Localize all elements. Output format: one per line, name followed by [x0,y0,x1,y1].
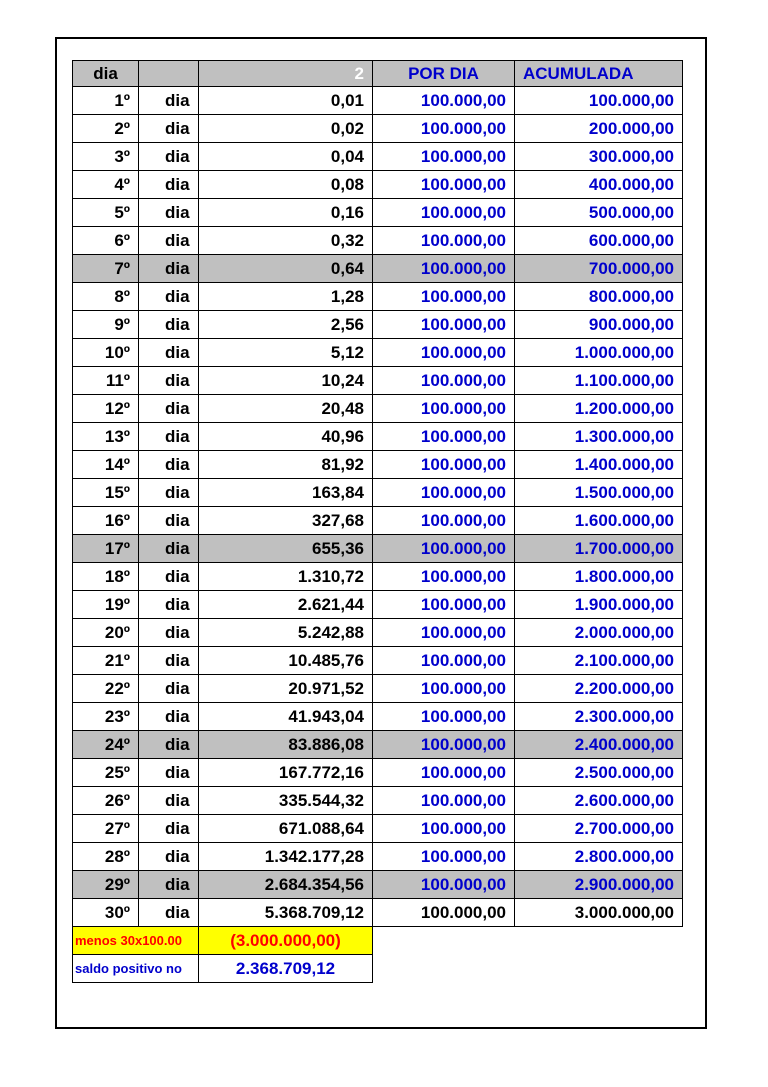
acumulada-cell[interactable]: 1.000.000,00 [515,339,683,367]
table-row [73,171,683,199]
doubling-value-cell[interactable]: 5.242,88 [199,619,373,647]
por-dia-cell[interactable]: 100.000,00 [373,675,515,703]
por-dia-cell[interactable]: 100.000,00 [373,899,515,927]
day-number-cell[interactable]: 8º [73,283,139,311]
por-dia-cell[interactable]: 100.000,00 [373,171,515,199]
por-dia-cell[interactable]: 100.000,00 [373,395,515,423]
acumulada-cell[interactable]: 1.900.000,00 [515,591,683,619]
acumulada-cell[interactable]: 400.000,00 [515,171,683,199]
blank-cell [373,955,515,983]
minus-value[interactable]: (3.000.000,00) [199,927,373,955]
day-number-cell[interactable]: 26º [73,787,139,815]
saldo-value[interactable]: 2.368.709,12 [199,955,373,983]
por-dia-cell[interactable]: 100.000,00 [373,479,515,507]
day-number-cell[interactable]: 7º [73,255,139,283]
doubling-value-cell[interactable]: 0,01 [199,87,373,115]
por-dia-cell[interactable]: 100.000,00 [373,339,515,367]
por-dia-cell[interactable]: 100.000,00 [373,535,515,563]
day-number-cell[interactable]: 29º [73,871,139,899]
acumulada-cell[interactable]: 2.200.000,00 [515,675,683,703]
day-number-cell[interactable]: 12º [73,395,139,423]
day-label-cell[interactable]: dia [139,843,199,871]
doubling-value-cell[interactable]: 81,92 [199,451,373,479]
day-label-cell[interactable]: dia [139,451,199,479]
acumulada-cell[interactable]: 2.400.000,00 [515,731,683,759]
header-blank[interactable] [139,61,199,87]
day-label-cell[interactable]: dia [139,171,199,199]
acumulada-cell[interactable]: 1.700.000,00 [515,535,683,563]
acumulada-cell[interactable]: 800.000,00 [515,283,683,311]
doubling-value-cell[interactable]: 655,36 [199,535,373,563]
acumulada-cell[interactable]: 900.000,00 [515,311,683,339]
table-row [73,843,683,871]
day-label-cell[interactable]: dia [139,759,199,787]
table-row [73,311,683,339]
day-label-cell[interactable]: dia [139,507,199,535]
header-acumulada[interactable]: ACUMULADA [515,61,683,87]
day-label-cell[interactable]: dia [139,339,199,367]
day-label-cell[interactable]: dia [139,647,199,675]
header-multiplier[interactable]: 2 [199,61,373,87]
table-row [73,871,683,899]
por-dia-cell[interactable]: 100.000,00 [373,227,515,255]
day-label-cell[interactable]: dia [139,535,199,563]
day-number-cell[interactable]: 13º [73,423,139,451]
acumulada-cell[interactable]: 2.900.000,00 [515,871,683,899]
doubling-value-cell[interactable]: 0,04 [199,143,373,171]
acumulada-cell[interactable]: 2.600.000,00 [515,787,683,815]
doubling-value-cell[interactable]: 0,64 [199,255,373,283]
por-dia-cell[interactable]: 100.000,00 [373,423,515,451]
day-label-cell[interactable]: dia [139,199,199,227]
por-dia-cell[interactable]: 100.000,00 [373,591,515,619]
table-row [73,423,683,451]
acumulada-cell[interactable]: 100.000,00 [515,87,683,115]
doubling-value-cell[interactable]: 5,12 [199,339,373,367]
day-label-cell[interactable]: dia [139,311,199,339]
doubling-value-cell[interactable]: 10.485,76 [199,647,373,675]
doubling-value-cell[interactable]: 335.544,32 [199,787,373,815]
acumulada-cell[interactable]: 1.800.000,00 [515,563,683,591]
day-number-cell[interactable]: 22º [73,675,139,703]
doubling-value-cell[interactable]: 10,24 [199,367,373,395]
table-row [73,815,683,843]
por-dia-cell[interactable]: 100.000,00 [373,283,515,311]
acumulada-cell[interactable]: 2.700.000,00 [515,815,683,843]
table-row [73,591,683,619]
por-dia-cell[interactable]: 100.000,00 [373,143,515,171]
day-number-cell[interactable]: 23º [73,703,139,731]
day-label-cell[interactable]: dia [139,255,199,283]
day-number-cell[interactable]: 14º [73,451,139,479]
acumulada-cell[interactable]: 1.600.000,00 [515,507,683,535]
day-label-cell[interactable]: dia [139,731,199,759]
day-label-cell[interactable]: dia [139,675,199,703]
acumulada-cell[interactable]: 1.200.000,00 [515,395,683,423]
table-row [73,143,683,171]
table-row [73,283,683,311]
por-dia-cell[interactable]: 100.000,00 [373,815,515,843]
blank-cell [373,927,515,955]
table-row [73,647,683,675]
day-label-cell[interactable]: dia [139,423,199,451]
header-por-dia[interactable]: POR DIA [373,61,515,87]
table-row [73,255,683,283]
table-row [73,563,683,591]
day-label-cell[interactable]: dia [139,871,199,899]
doubling-value-cell[interactable]: 41.943,04 [199,703,373,731]
day-number-cell[interactable]: 2º [73,115,139,143]
acumulada-cell[interactable]: 500.000,00 [515,199,683,227]
table-row [73,199,683,227]
doubling-value-cell[interactable]: 0,02 [199,115,373,143]
day-number-cell[interactable]: 16º [73,507,139,535]
doubling-value-cell[interactable]: 167.772,16 [199,759,373,787]
day-number-cell[interactable]: 28º [73,843,139,871]
acumulada-cell[interactable]: 1.400.000,00 [515,451,683,479]
header-dia[interactable]: dia [73,61,139,87]
table-row [73,451,683,479]
day-label-cell[interactable]: dia [139,115,199,143]
day-label-cell[interactable]: dia [139,563,199,591]
day-number-cell[interactable]: 18º [73,563,139,591]
acumulada-cell[interactable]: 200.000,00 [515,115,683,143]
day-number-cell[interactable]: 3º [73,143,139,171]
por-dia-cell[interactable]: 100.000,00 [373,703,515,731]
table-row [73,87,683,115]
day-number-cell[interactable]: 11º [73,367,139,395]
table-row [73,759,683,787]
por-dia-cell[interactable]: 100.000,00 [373,647,515,675]
table-row [73,787,683,815]
day-number-cell[interactable]: 1º [73,87,139,115]
por-dia-cell[interactable]: 100.000,00 [373,507,515,535]
acumulada-cell[interactable]: 2.300.000,00 [515,703,683,731]
doubling-value-cell[interactable]: 2.621,44 [199,591,373,619]
por-dia-cell[interactable]: 100.000,00 [373,311,515,339]
table-row [73,703,683,731]
por-dia-cell[interactable]: 100.000,00 [373,731,515,759]
blank-cell [515,955,683,983]
table-row [73,339,683,367]
day-label-cell[interactable]: dia [139,367,199,395]
day-number-cell[interactable]: 4º [73,171,139,199]
day-label-cell[interactable]: dia [139,787,199,815]
doubling-value-cell[interactable]: 5.368.709,12 [199,899,373,927]
por-dia-cell[interactable]: 100.000,00 [373,619,515,647]
table-row [73,115,683,143]
doubling-value-cell[interactable]: 83.886,08 [199,731,373,759]
doubling-value-cell[interactable]: 1,28 [199,283,373,311]
acumulada-cell[interactable]: 1.100.000,00 [515,367,683,395]
header-row [73,61,683,87]
day-label-cell[interactable]: dia [139,227,199,255]
por-dia-cell[interactable]: 100.000,00 [373,367,515,395]
por-dia-cell[interactable]: 100.000,00 [373,199,515,227]
day-label-cell[interactable]: dia [139,815,199,843]
day-number-cell[interactable]: 10º [73,339,139,367]
acumulada-cell[interactable]: 2.100.000,00 [515,647,683,675]
day-label-cell[interactable]: dia [139,479,199,507]
por-dia-cell[interactable]: 100.000,00 [373,87,515,115]
table-row [73,395,683,423]
day-label-cell[interactable]: dia [139,283,199,311]
day-number-cell[interactable]: 24º [73,731,139,759]
day-label-cell[interactable]: dia [139,703,199,731]
table-row [73,535,683,563]
day-label-cell[interactable]: dia [139,619,199,647]
acumulada-cell[interactable]: 600.000,00 [515,227,683,255]
doubling-value-cell[interactable]: 671.088,64 [199,815,373,843]
saldo-label[interactable]: saldo positivo no [73,955,199,983]
day-number-cell[interactable]: 27º [73,815,139,843]
day-label-cell[interactable]: dia [139,87,199,115]
doubling-value-cell[interactable]: 0,32 [199,227,373,255]
acumulada-cell[interactable]: 1.500.000,00 [515,479,683,507]
table-row [73,731,683,759]
day-number-cell[interactable]: 5º [73,199,139,227]
doubling-value-cell[interactable]: 1.342.177,28 [199,843,373,871]
doubling-value-cell[interactable]: 0,16 [199,199,373,227]
acumulada-cell[interactable]: 700.000,00 [515,255,683,283]
doubling-value-cell[interactable]: 20,48 [199,395,373,423]
table-row [73,367,683,395]
por-dia-cell[interactable]: 100.000,00 [373,759,515,787]
table-row [73,227,683,255]
acumulada-cell[interactable]: 2.500.000,00 [515,759,683,787]
day-number-cell[interactable]: 20º [73,619,139,647]
blank-cell [515,927,683,955]
day-number-cell[interactable]: 21º [73,647,139,675]
day-label-cell[interactable]: dia [139,899,199,927]
acumulada-cell[interactable]: 1.300.000,00 [515,423,683,451]
por-dia-cell[interactable]: 100.000,00 [373,451,515,479]
doubling-value-cell[interactable]: 0,08 [199,171,373,199]
day-number-cell[interactable]: 17º [73,535,139,563]
doubling-value-cell[interactable]: 2.684.354,56 [199,871,373,899]
acumulada-cell[interactable]: 2.000.000,00 [515,619,683,647]
doubling-value-cell[interactable]: 163,84 [199,479,373,507]
por-dia-cell[interactable]: 100.000,00 [373,563,515,591]
spreadsheet-table [72,60,683,983]
day-number-cell[interactable]: 6º [73,227,139,255]
day-label-cell[interactable]: dia [139,395,199,423]
day-label-cell[interactable]: dia [139,591,199,619]
por-dia-cell[interactable]: 100.000,00 [373,255,515,283]
acumulada-cell[interactable]: 2.800.000,00 [515,843,683,871]
table-row [73,675,683,703]
por-dia-cell[interactable]: 100.000,00 [373,115,515,143]
day-number-cell[interactable]: 25º [73,759,139,787]
summary-row-saldo [73,955,683,983]
table-row [73,619,683,647]
minus-label[interactable]: menos 30x100.00 [73,927,199,955]
day-number-cell[interactable]: 9º [73,311,139,339]
table-row [73,479,683,507]
por-dia-cell[interactable]: 100.000,00 [373,787,515,815]
doubling-value-cell[interactable]: 327,68 [199,507,373,535]
table-row [73,507,683,535]
acumulada-cell[interactable]: 300.000,00 [515,143,683,171]
acumulada-cell[interactable]: 3.000.000,00 [515,899,683,927]
por-dia-cell[interactable]: 100.000,00 [373,871,515,899]
summary-row-minus [73,927,683,955]
por-dia-cell[interactable]: 100.000,00 [373,843,515,871]
doubling-value-cell[interactable]: 20.971,52 [199,675,373,703]
day-label-cell[interactable]: dia [139,143,199,171]
doubling-value-cell[interactable]: 40,96 [199,423,373,451]
day-number-cell[interactable]: 30º [73,899,139,927]
day-number-cell[interactable]: 19º [73,591,139,619]
doubling-value-cell[interactable]: 1.310,72 [199,563,373,591]
table-row [73,899,683,927]
doubling-value-cell[interactable]: 2,56 [199,311,373,339]
day-number-cell[interactable]: 15º [73,479,139,507]
